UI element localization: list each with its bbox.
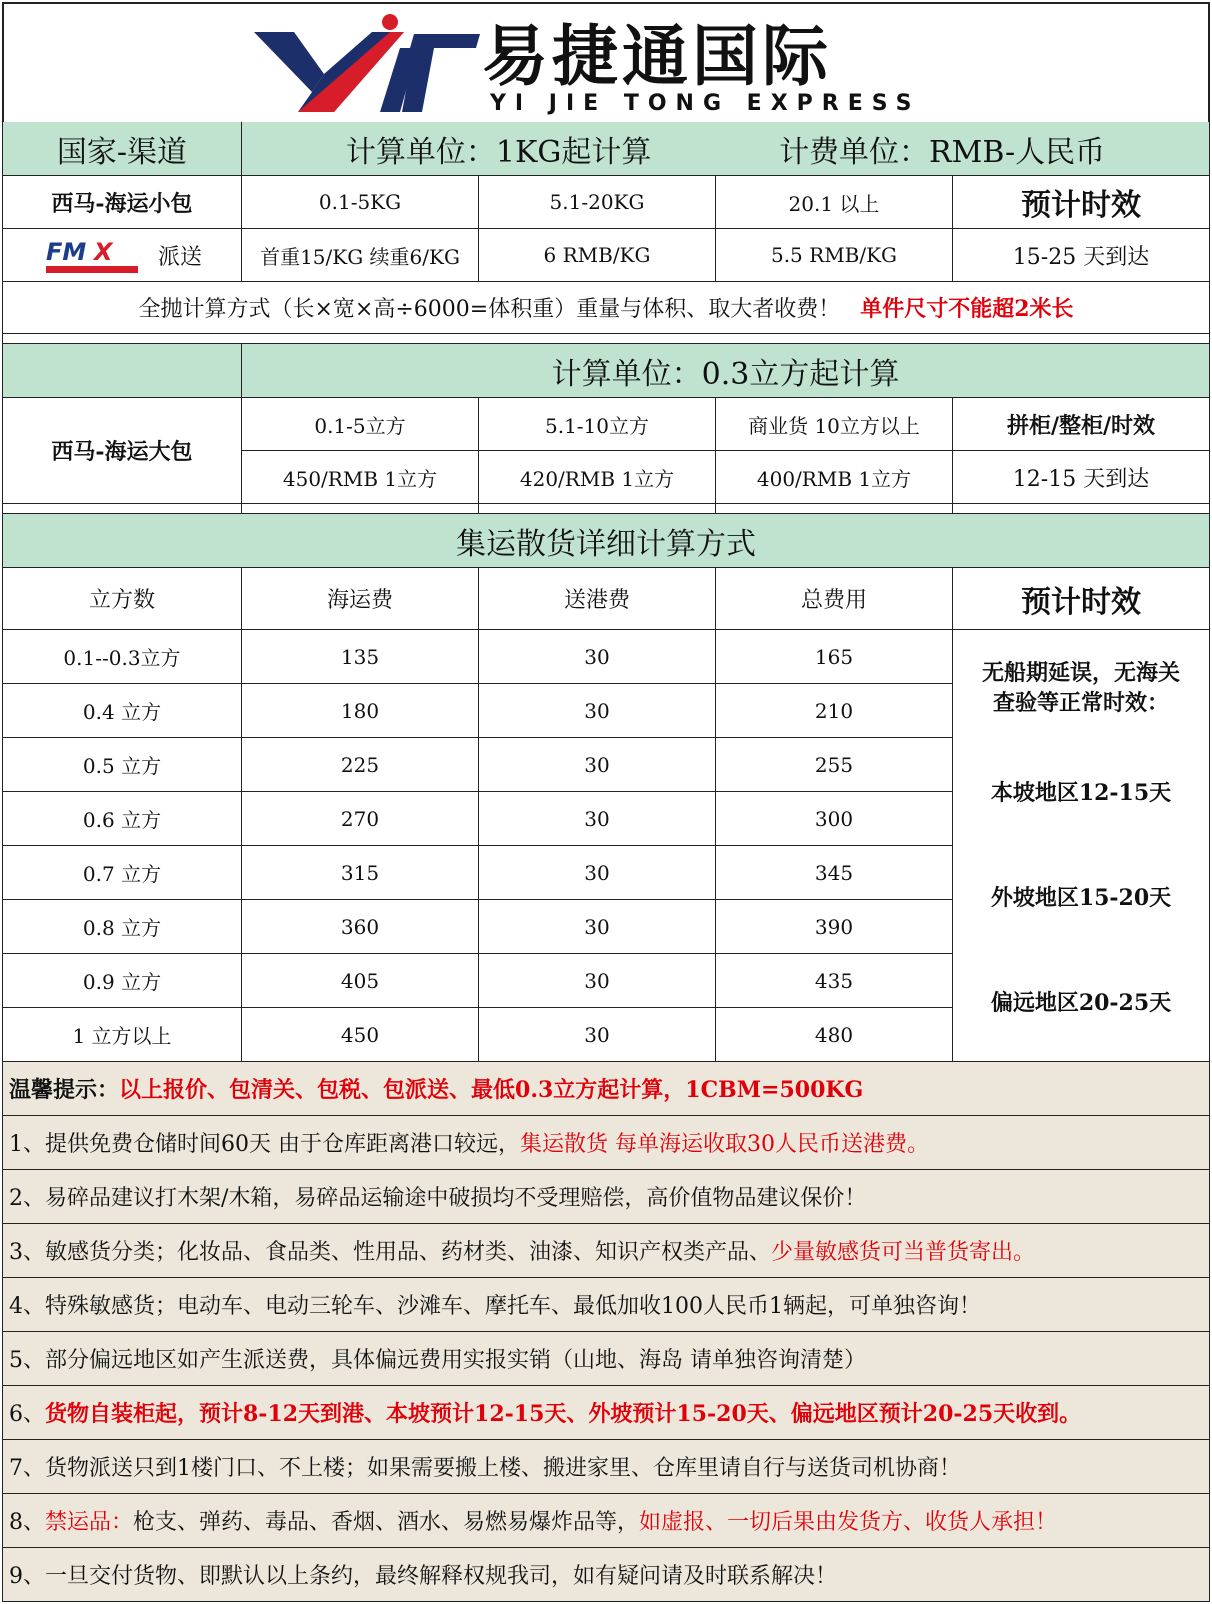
- row-volume: 1 立方以上: [2, 1008, 242, 1062]
- dispatch-label: 派送: [157, 244, 202, 270]
- price-tier-2: 6 RMB/KG: [479, 229, 716, 282]
- spacer-cell: [716, 504, 953, 514]
- price-first-weight: 首重15/KG 续重6/KG: [242, 229, 479, 282]
- row-volume: 0.4 立方: [2, 684, 242, 738]
- yjt-logo-icon: [254, 12, 484, 118]
- note-8-number: 8、: [9, 1510, 45, 1535]
- spacer-cell: [2, 504, 242, 514]
- row-volume: 0.6 立方: [2, 792, 242, 846]
- row-total: 435: [716, 954, 953, 1008]
- logo-english-name: YI JIE TONG EXPRESS: [490, 91, 921, 116]
- timeliness-region-2: 外坡地区15-20天: [990, 885, 1172, 911]
- row-port-fee: 30: [479, 1008, 716, 1062]
- note-1-text: 1、提供免费仓储时间60天 由于仓库距离港口较远，: [9, 1132, 520, 1157]
- country-channel-header: 国家-渠道: [2, 122, 242, 176]
- volume-range-2: 5.1-10立方: [479, 398, 716, 451]
- row-sea-freight: 450: [242, 1008, 479, 1062]
- logo-header: [2, 2, 1210, 124]
- note-8-red-label: 禁运品：: [45, 1510, 134, 1535]
- row-total: 390: [716, 900, 953, 954]
- row-sea-freight: 405: [242, 954, 479, 1008]
- spacer-cell: [479, 504, 716, 514]
- spacer-row-1: [2, 334, 1210, 344]
- section3-title: 集运散货详细计算方式: [2, 514, 1210, 568]
- volumetric-note-text: 全抛计算方式（长×宽×高÷6000=体积重）重量与体积、取大者收费！: [138, 297, 841, 322]
- row-volume: 0.8 立方: [2, 900, 242, 954]
- note-5-text: 5、部分偏远地区如产生派送费，具体偏远费用实报实销（山地、海岛 请单独咨询清楚）: [9, 1348, 866, 1373]
- col-eta: 预计时效: [953, 568, 1210, 630]
- row-total: 255: [716, 738, 953, 792]
- svg-text:FM: FM: [45, 238, 87, 266]
- weight-range-1: 0.1-5KG: [242, 176, 479, 229]
- note-3-text: 3、敏感货分类；化妆品、食品类、性用品、药材类、油漆、知识产权类产品、: [9, 1240, 771, 1265]
- volume-range-3: 商业货 10立方以上: [716, 398, 953, 451]
- price-sheet: [2, 2, 1210, 1602]
- note-6: [2, 1386, 1210, 1440]
- note-5: [2, 1332, 1210, 1386]
- company-logo: [254, 12, 934, 118]
- row-total: 210: [716, 684, 953, 738]
- row-total: 300: [716, 792, 953, 846]
- col-sea-freight: 海运费: [242, 568, 479, 630]
- unit-header: [242, 122, 1210, 176]
- col-total: 总费用: [716, 568, 953, 630]
- tip-row: [2, 1062, 1210, 1116]
- row-port-fee: 30: [479, 900, 716, 954]
- fmx-dispatch-cell: [2, 229, 242, 282]
- row-port-fee: 30: [479, 846, 716, 900]
- row-port-fee: 30: [479, 792, 716, 846]
- note-2: [2, 1170, 1210, 1224]
- channel-large-parcel: 西马-海运大包: [2, 398, 242, 504]
- note-1-red: 集运散货 每单海运收取30人民币送港费。: [520, 1132, 929, 1157]
- timeliness-region-1: 本坡地区12-15天: [990, 780, 1172, 806]
- fmx-logo-icon: [42, 234, 142, 276]
- bulk-table-header-row: [2, 568, 1210, 630]
- note-4-text: 4、特殊敏感货；电动车、电动三轮车、沙滩车、摩托车、最低加收100人民币1辆起，可单独咨询！: [9, 1294, 981, 1319]
- row-volume: 0.7 立方: [2, 846, 242, 900]
- section2-header-row: [2, 344, 1210, 398]
- row-port-fee: 30: [479, 738, 716, 792]
- logo-chinese-name: 易捷通国际: [482, 18, 832, 95]
- tip-label: 温馨提示：: [9, 1077, 120, 1103]
- row-total: 480: [716, 1008, 953, 1062]
- section3-header-row: [2, 514, 1210, 568]
- eta-header: 预计时效: [953, 176, 1210, 229]
- volume-price-2: 420/RMB 1立方: [479, 451, 716, 504]
- note-8: [2, 1494, 1210, 1548]
- col-port-fee: 送港费: [479, 568, 716, 630]
- note-2-text: 2、易碎品建议打木架/木箱，易碎品运输途中破损均不受理赔偿，高价值物品建议保价！: [9, 1186, 867, 1211]
- calc-unit-label: 计算单位：1KG起计算: [345, 134, 652, 170]
- spacer-cell: [242, 504, 479, 514]
- row-sea-freight: 360: [242, 900, 479, 954]
- large-parcel-price-row: [2, 451, 1210, 504]
- note-7: [2, 1440, 1210, 1494]
- note-7-text: 7、货物派送只到1楼门口、不上楼；如果需要搬上楼、搬进家里、仓库里请自行与送货司机协商！: [9, 1456, 961, 1481]
- note-8-red-warning: 如虚报、一切后果由发货方、收货人承担！: [639, 1510, 1058, 1535]
- size-limit-note: 单件尺寸不能超2米长: [860, 296, 1074, 322]
- row-port-fee: 30: [479, 954, 716, 1008]
- volume-price-1: 450/RMB 1立方: [242, 451, 479, 504]
- row-sea-freight: 315: [242, 846, 479, 900]
- row-port-fee: 30: [479, 684, 716, 738]
- weight-range-2: 5.1-20KG: [479, 176, 716, 229]
- row-volume: 0.9 立方: [2, 954, 242, 1008]
- row-sea-freight: 270: [242, 792, 479, 846]
- note-3: [2, 1224, 1210, 1278]
- note-6-red: 货物自装柜起，预计8-12天到港、本坡预计12-15天、外坡预计15-20天、偏远地区预计20-25天收到。: [45, 1401, 1082, 1427]
- eta-small-parcel: 15-25 天到达: [953, 229, 1210, 282]
- timeliness-line1: 无船期延误，无海关: [981, 660, 1180, 686]
- volumetric-note: [2, 282, 1210, 334]
- row-port-fee: 30: [479, 630, 716, 684]
- row-sea-freight: 225: [242, 738, 479, 792]
- bulk-timeliness-cell: [953, 630, 1210, 1062]
- container-eta-header: 拼柜/整柜/时效: [953, 398, 1210, 451]
- note-4: [2, 1278, 1210, 1332]
- note-9: [2, 1548, 1210, 1602]
- col-volume: 立方数: [2, 568, 242, 630]
- volume-price-3: 400/RMB 1立方: [716, 451, 953, 504]
- weight-range-3: 20.1 以上: [716, 176, 953, 229]
- row-sea-freight: 135: [242, 630, 479, 684]
- note-1: [2, 1116, 1210, 1170]
- spacer-cell: [953, 504, 1210, 514]
- row-total: 345: [716, 846, 953, 900]
- section2-title: 计算单位：0.3立方起计算: [242, 344, 1210, 398]
- spacer-row-2: [2, 504, 1210, 514]
- row-sea-freight: 180: [242, 684, 479, 738]
- timeliness-region-3: 偏远地区20-25天: [990, 990, 1172, 1016]
- price-tier-3: 5.5 RMB/KG: [716, 229, 953, 282]
- section2-blank-head: [2, 344, 242, 398]
- large-parcel-volume-row: [2, 398, 1210, 451]
- row-total: 165: [716, 630, 953, 684]
- small-parcel-weight-row: [2, 176, 1210, 229]
- note-9-text: 9、一旦交付货物、即默认以上条约，最终解释权规我司，如有疑问请及时联系解决！: [9, 1564, 837, 1589]
- volume-range-1: 0.1-5立方: [242, 398, 479, 451]
- svg-text:X: X: [93, 238, 113, 266]
- note-3-red: 少量敏感货可当普货寄出。: [771, 1240, 1036, 1265]
- note-8-text: 枪支、弹药、毒品、香烟、酒水、易燃易爆炸品等，: [133, 1510, 640, 1535]
- eta-large-parcel: 12-15 天到达: [953, 451, 1210, 504]
- note-6-number: 6、: [9, 1402, 45, 1427]
- row-volume: 0.5 立方: [2, 738, 242, 792]
- channel-small-parcel: 西马-海运小包: [2, 176, 242, 229]
- section1-header-row: [2, 122, 1210, 176]
- row-volume: 0.1--0.3立方: [2, 630, 242, 684]
- small-parcel-price-row: [2, 229, 1210, 282]
- timeliness-line2: 查验等正常时效：: [992, 690, 1169, 716]
- currency-unit-label: 计费单位：RMB-人民币: [779, 134, 1106, 170]
- tip-text: 以上报价、包清关、包税、包派送、最低0.3立方起计算，1CBM=500KG: [119, 1077, 864, 1103]
